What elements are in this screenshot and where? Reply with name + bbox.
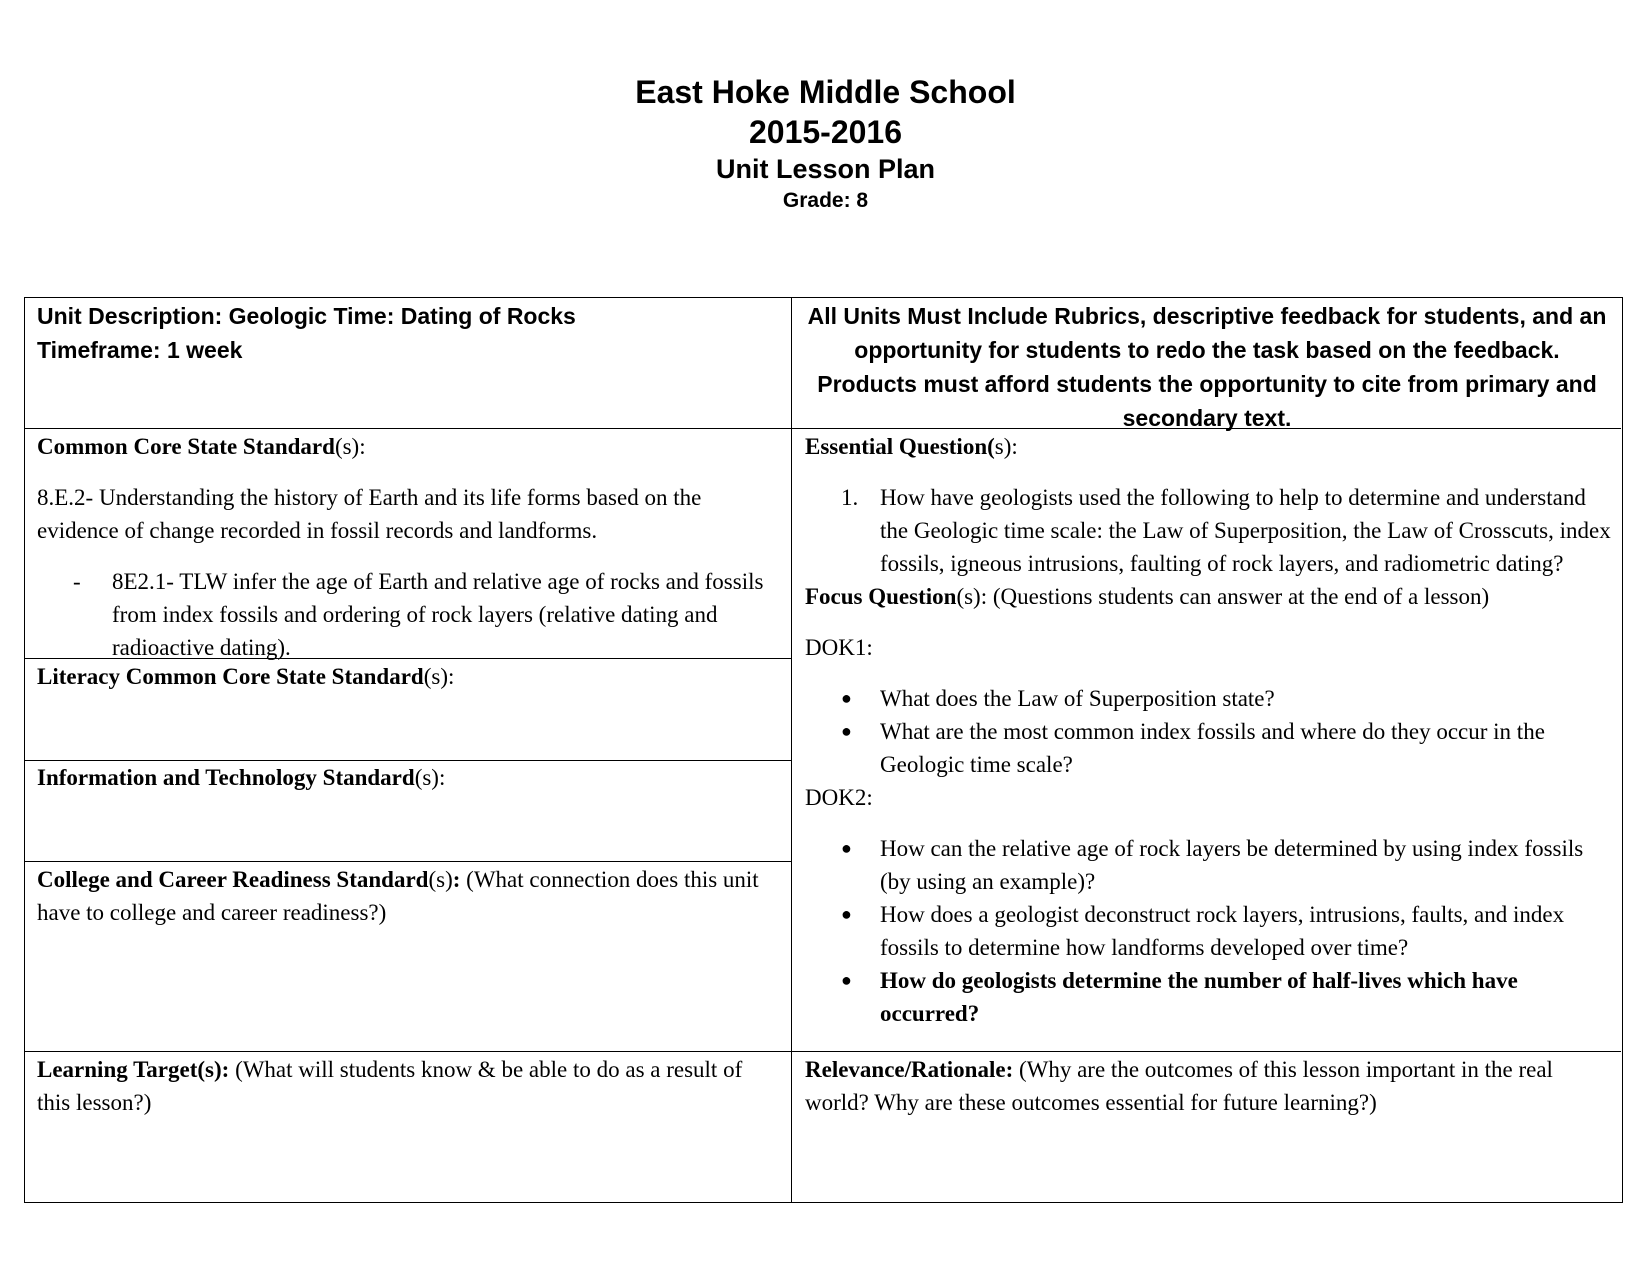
ccr-cell (25, 863, 791, 929)
ccr-label: College and Career Readiness Standard (37, 867, 429, 892)
learning-target-cell (25, 1053, 791, 1119)
literacy-label-suffix: (s): (423, 664, 455, 689)
essential-list (805, 481, 1611, 580)
dok1-list (805, 682, 1611, 781)
ccss-label: Common Core State Standard (37, 434, 335, 459)
bullet-marker: ● (841, 838, 852, 858)
plan-title: Unit Lesson Plan (715, 154, 936, 184)
dok1-label: DOK1: (805, 635, 873, 660)
info-tech-cell (25, 761, 791, 794)
unit-description-cell (25, 298, 791, 367)
learning-note: (What will students know & be able to do as a result of this lesson?) (37, 1057, 743, 1115)
bullet-marker: ● (841, 721, 852, 741)
ccr-colon: : (452, 867, 461, 892)
bullet-marker: ● (841, 688, 852, 708)
ccss-standard: 8.E.2- Understanding the history of Earth and its life forms based on the evidence of change recorded in fossil records and landforms. (37, 485, 702, 543)
list-item (805, 481, 1611, 580)
list-item (805, 682, 1611, 715)
dash-marker: - (73, 569, 81, 594)
list-item (805, 898, 1611, 964)
focus-label: Focus Question (805, 584, 957, 609)
lesson-plan-table (24, 297, 1623, 1203)
dok2-question: How does a geologist deconstruct rock layers, intrusions, faults, and index fossils to determine how landforms developed over time? (880, 902, 1565, 960)
dok2-list (805, 832, 1611, 1030)
essential-question-text: How have geologists used the following to help to determine and understand the Geologic time scale: the Law of Superposition, the Law of Crosscuts, index fossils, igneous intrusions, faulting of rock layers, and radiometric dating? (880, 485, 1611, 576)
requirements-cell (793, 298, 1621, 435)
focus-label-suffix: (s): (Questions students can answer at the end of a lesson) (956, 584, 1490, 609)
school-year: 2015-2016 (748, 114, 903, 150)
dok2-question: How can the relative age of rock layers be determined by using index fossils (by using an example)? (880, 836, 1584, 894)
bullet-marker: ● (841, 970, 852, 990)
dok2-label: DOK2: (805, 785, 873, 810)
questions-cell (793, 430, 1621, 1030)
row-divider (25, 1051, 1621, 1052)
dok1-question: What are the most common index fossils and where do they occur in the Geologic time scale? (880, 719, 1545, 777)
learning-label: Learning Target(s): (37, 1057, 230, 1082)
row-divider (25, 861, 791, 862)
ccss-sub-standard: 8E2.1- TLW infer the age of Earth and relative age of rocks and fossils from index fossils and ordering of rock layers (relative dating and radioactive dating). (112, 569, 764, 660)
ccss-label-suffix: (s): (334, 434, 366, 459)
relevance-note: (Why are the outcomes of this lesson important in the real world? Why are these outcomes essential for future learning?) (805, 1057, 1553, 1115)
relevance-cell (793, 1053, 1621, 1119)
list-item (805, 964, 1611, 1030)
document-header (0, 72, 1651, 216)
number-marker: 1. (841, 485, 859, 510)
ccss-cell (25, 430, 791, 664)
ccss-sub-list (37, 565, 779, 664)
unit-timeframe: Timeframe: 1 week (37, 337, 243, 363)
info-tech-label-suffix: (s): (414, 765, 446, 790)
essential-label-suffix: s): (994, 434, 1018, 459)
literacy-label: Literacy Common Core State Standard (37, 664, 424, 689)
info-tech-label: Information and Technology Standard (37, 765, 415, 790)
relevance-label: Relevance/Rationale: (805, 1057, 1014, 1082)
unit-requirements: All Units Must Include Rubrics, descriptive feedback for students, and an opportunity for students to redo the task based on the feedback. Products must afford students the opportunity to cite from primary and secondary text. (807, 303, 1607, 431)
column-divider (791, 298, 792, 1202)
list-item (37, 565, 779, 664)
ccr-label-suffix: (s) (428, 867, 453, 892)
bullet-marker: ● (841, 904, 852, 924)
unit-description: Unit Description: Geologic Time: Dating of Rocks (37, 303, 576, 329)
dok1-question: What does the Law of Superposition state? (880, 686, 1275, 711)
essential-label: Essential Question( (805, 434, 995, 459)
grade-level: Grade: 8 (782, 189, 869, 212)
school-name: East Hoke Middle School (635, 74, 1016, 110)
ccr-note: (What connection does this unit have to college and career readiness?) (37, 867, 759, 925)
list-item (805, 715, 1611, 781)
literacy-cell (25, 660, 791, 693)
list-item (805, 832, 1611, 898)
dok2-question-bold: How do geologists determine the number of half-lives which have occurred? (880, 968, 1518, 1026)
